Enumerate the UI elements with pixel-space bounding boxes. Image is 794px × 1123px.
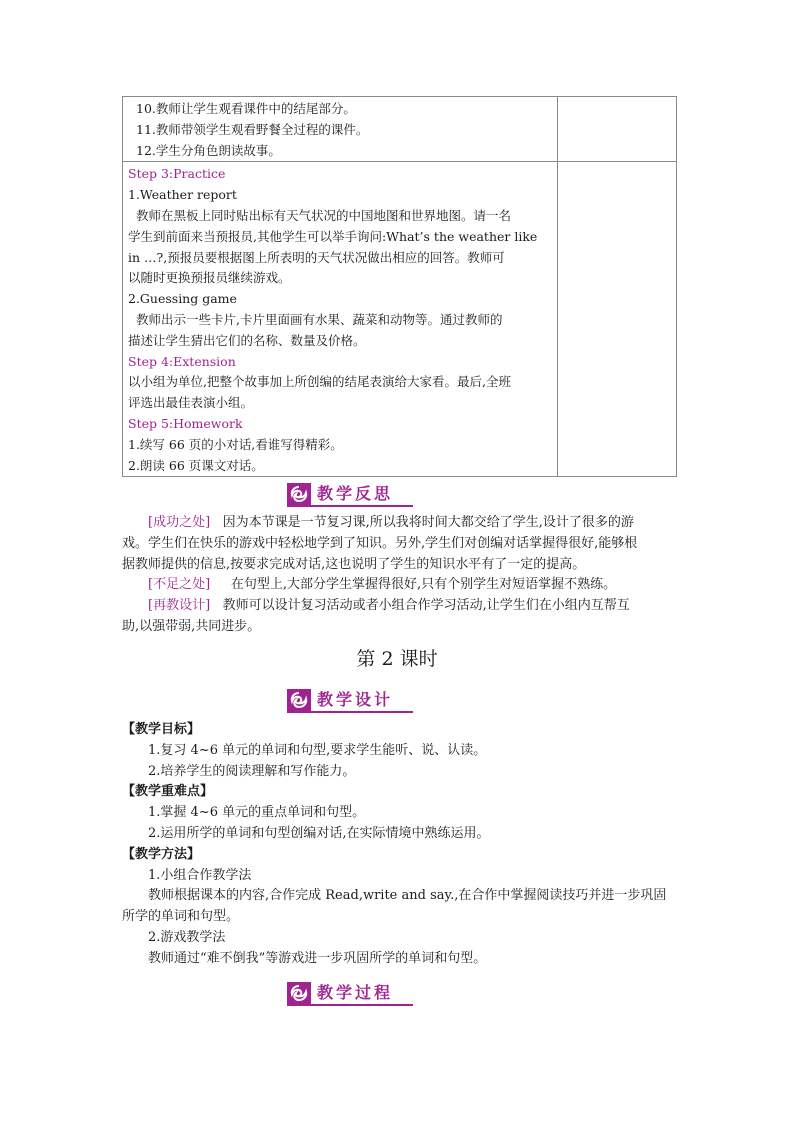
key-item: 2.运用所学的单词和句型创编对话,在实际情境中熟练运用。 — [148, 825, 490, 841]
table-line: 2.朗读 66 页课文对话。 — [128, 457, 264, 473]
section-banner-process — [287, 982, 413, 1006]
method-line: 所学的单词和句型。 — [122, 909, 240, 925]
lesson-plan-table — [122, 96, 677, 477]
shortfall-tag: [不足之处] — [148, 577, 211, 592]
table-line: 12.学生分角色朗读故事。 — [136, 142, 281, 158]
reflection-line — [122, 596, 678, 617]
table-line: 学生到前面来当预报员,其他学生可以举手询问:What’s the weather like — [128, 228, 538, 244]
reflection-shortfall — [122, 575, 678, 596]
goal-item: 1.复习 4~6 单元的单词和句型,要求学生能听、说、认读。 — [148, 742, 487, 758]
method-line: 教师根据课本的内容,合作完成 Read,write and say.,在合作中掌握阅读技巧并进一步巩固 — [148, 888, 667, 904]
reflection-text: 教师可以设计复习活动或者小组合作学习活动,让学生们在小组内互帮互 — [222, 598, 630, 613]
goals-heading: 【教学目标】 — [122, 722, 201, 737]
redesign-tag: [再教设计] — [148, 598, 211, 613]
step-heading: Step 4:Extension — [128, 353, 236, 369]
banner-underline — [311, 711, 413, 713]
banner-title: 教学过程 — [317, 983, 394, 1002]
method-title: 1.小组合作教学法 — [148, 867, 252, 883]
reflection-line: 据教师提供的信息,按要求完成对话,这也说明了学生的知识水平有了一定的提高。 — [122, 556, 586, 572]
reflection-line — [122, 575, 678, 596]
reflection-line — [122, 513, 678, 534]
swirl-logo-icon — [287, 982, 311, 1006]
table-line: 教师在黑板上同时贴出标有天气状况的中国地图和世界地图。请一名 — [136, 207, 512, 223]
reflection-line: 助,以强带弱,共同进步。 — [122, 618, 261, 634]
table-cell-notes — [558, 162, 677, 477]
table-line: 11.教师带领学生观看野餐全过程的课件。 — [136, 121, 369, 137]
goal-item: 2.培养学生的阅读理解和写作能力。 — [148, 763, 356, 779]
reflection-text: 在句型上,大部分学生掌握得很好,只有个别学生对短语掌握不熟练。 — [230, 577, 617, 592]
step-heading: Step 5:Homework — [128, 415, 243, 431]
table-cell-main — [123, 97, 558, 162]
table-line: 描述让学生猜出它们的名称、数量及价格。 — [128, 332, 366, 348]
activity-title: 1.Weather report — [128, 187, 237, 203]
table-cell-notes — [558, 97, 677, 162]
swirl-logo-icon — [287, 689, 311, 713]
key-heading: 【教学重难点】 — [122, 784, 214, 800]
swirl-logo-icon — [287, 483, 311, 507]
banner-title: 教学反思 — [317, 484, 394, 503]
section-banner-design — [287, 689, 413, 713]
method-line: 教师通过“难不倒我”等游戏进一步巩固所学的单词和句型。 — [148, 950, 487, 966]
table-row — [123, 162, 677, 477]
table-line: 1.续写 66 页的小对话,看谁写得精彩。 — [128, 436, 343, 452]
table-line: 评选出最佳表演小组。 — [128, 395, 254, 411]
table-line: 教师出示一些卡片,卡片里面画有水果、蔬菜和动物等。通过教师的 — [136, 311, 503, 327]
banner-underline — [311, 505, 413, 507]
section-banner-reflection — [287, 483, 413, 507]
design-content — [122, 720, 678, 970]
step-heading: Step 3:Practice — [128, 166, 226, 182]
success-tag: [成功之处] — [148, 515, 211, 530]
banner-underline — [311, 1004, 413, 1006]
table-line: 以小组为单位,把整个故事加上所创编的结尾表演给大家看。最后,全班 — [128, 374, 511, 390]
reflection-text: 因为本节课是一节复习课,所以我将时间大都交给了学生,设计了很多的游 — [222, 515, 634, 530]
reflection-redesign — [122, 596, 678, 638]
table-line: 10.教师让学生观看课件中的结尾部分。 — [136, 101, 356, 116]
reflection-success — [122, 513, 678, 575]
reflection-line: 戏。学生们在快乐的游戏中轻松地学到了知识。另外,学生们对创编对话掌握得很好,能够根 — [122, 535, 638, 551]
key-item: 1.掌握 4~6 单元的重点单词和句型。 — [148, 805, 366, 821]
table-cell-main — [123, 162, 558, 477]
banner-title: 教学设计 — [317, 690, 394, 709]
table-line: in …?,预报员要根据图上所表明的天气状况做出相应的回答。教师可 — [128, 249, 505, 265]
table-row — [123, 97, 677, 162]
method-title: 2.游戏教学法 — [148, 929, 226, 945]
lesson-title: 第 2 课时 — [356, 648, 438, 670]
table-line: 以随时更换预报员继续游戏。 — [128, 270, 291, 286]
method-heading: 【教学方法】 — [122, 846, 201, 862]
activity-title: 2.Guessing game — [128, 291, 237, 307]
